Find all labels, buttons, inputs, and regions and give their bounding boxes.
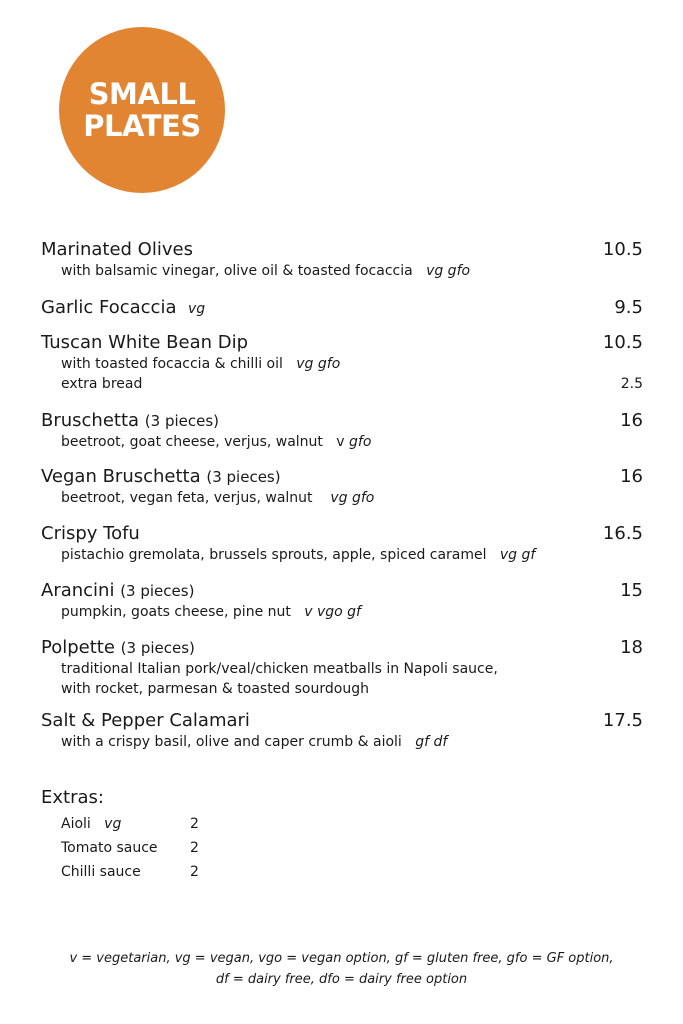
menu-item-polpette	[41, 637, 643, 699]
item-description: with a crispy basil, olive and caper crumb & aioli gf df	[61, 734, 448, 750]
item-pieces: (3 pieces)	[144, 412, 220, 430]
extra-item-label: Chilli sauce	[61, 864, 141, 880]
extra-item-label: Tomato sauce	[61, 840, 158, 856]
item-description: pistachio gremolata, brussels sprouts, apple, spiced caramel vg gf	[61, 547, 536, 563]
menu-item-tuscan-white-bean-dip	[41, 332, 643, 394]
addon-price: 2.5	[620, 376, 643, 392]
item-name-row	[41, 239, 643, 261]
menu-item-crispy-tofu	[41, 523, 643, 565]
dietary-tag: gf df	[415, 734, 448, 750]
menu-item-salt-pepper-calamari	[41, 710, 643, 752]
item-price: 17.5	[602, 710, 643, 731]
item-name: Marinated Olives	[41, 239, 193, 260]
dietary-tag-plain: v	[336, 434, 345, 450]
item-price: 9.5	[614, 297, 643, 318]
item-price: 16	[620, 410, 643, 431]
dietary-tag: gfo	[349, 434, 372, 450]
item-name-row	[41, 466, 643, 488]
section-title-line2: PLATES	[83, 109, 201, 143]
item-description-line2: with rocket, parmesan & toasted sourdough	[61, 681, 369, 697]
item-name-row	[41, 523, 643, 545]
item-addon	[41, 374, 643, 394]
section-badge	[59, 27, 225, 193]
item-name-row	[41, 332, 643, 354]
item-description: with balsamic vinegar, olive oil & toasted focaccia vg gfo	[61, 263, 471, 279]
dietary-tag: vg gfo	[426, 263, 471, 279]
dietary-tag: vg gf	[499, 547, 536, 563]
item-name: Crispy Tofu	[41, 523, 140, 544]
dietary-tag: vg gfo	[296, 356, 341, 372]
item-price: 16.5	[602, 523, 643, 544]
section-title-line1: SMALL	[88, 77, 196, 111]
menu-item-marinated-olives	[41, 239, 643, 281]
item-pieces: (3 pieces)	[206, 468, 281, 486]
addon-label: extra bread	[61, 376, 143, 392]
item-description: beetroot, goat cheese, verjus, walnut v gfo	[61, 434, 372, 450]
item-name: Salt & Pepper Calamari	[41, 710, 250, 731]
item-description: pumpkin, goats cheese, pine nut v vgo gf	[61, 604, 361, 620]
item-description: with toasted focaccia & chilli oil vg gfo	[61, 356, 341, 372]
item-name-row	[41, 410, 643, 432]
dietary-tag: vg gfo	[330, 490, 375, 506]
item-name-row	[41, 710, 643, 732]
extra-item-price: 2	[190, 864, 199, 880]
item-price: 10.5	[602, 332, 643, 353]
extra-item-price: 2	[190, 816, 199, 832]
item-name-row	[41, 637, 643, 659]
item-price: 18	[620, 637, 643, 658]
item-name-row	[41, 580, 643, 602]
dietary-tag: vg	[187, 301, 206, 317]
item-pieces: (3 pieces)	[120, 582, 195, 600]
menu-item-bruschetta	[41, 410, 643, 452]
item-name: Garlic Focaccia	[41, 297, 177, 318]
item-name-row	[41, 297, 643, 319]
menu-item-garlic-focaccia	[41, 297, 643, 319]
item-name: Bruschetta	[41, 410, 140, 431]
item-name: Tuscan White Bean Dip	[41, 332, 249, 353]
item-name: Arancini	[41, 580, 115, 601]
item-description: traditional Italian pork/veal/chicken meatballs in Napoli sauce,	[61, 661, 498, 677]
dietary-legend	[0, 948, 683, 990]
menu-item-arancini	[41, 580, 643, 622]
item-price: 10.5	[602, 239, 643, 260]
item-pieces: (3 pieces)	[120, 639, 195, 657]
legend-line2: df = dairy free, dfo = dairy free option	[215, 972, 468, 987]
extra-item-price: 2	[190, 840, 199, 856]
extras-heading: Extras:	[41, 787, 104, 808]
dietary-tag: v vgo gf	[304, 604, 361, 620]
item-description: beetroot, vegan feta, verjus, walnut vg gfo	[61, 490, 375, 506]
dietary-tag: vg	[104, 816, 122, 832]
extra-item-label: Aioli vg	[61, 816, 122, 832]
legend-line1: v = vegetarian, vg = vegan, vgo = vegan option, gf = gluten free, gfo = GF option,	[69, 951, 614, 966]
item-name: Polpette	[41, 637, 115, 658]
item-price: 15	[620, 580, 643, 601]
menu-item-vegan-bruschetta	[41, 466, 643, 508]
item-name: Vegan Bruschetta	[41, 466, 201, 487]
item-price: 16	[620, 466, 643, 487]
